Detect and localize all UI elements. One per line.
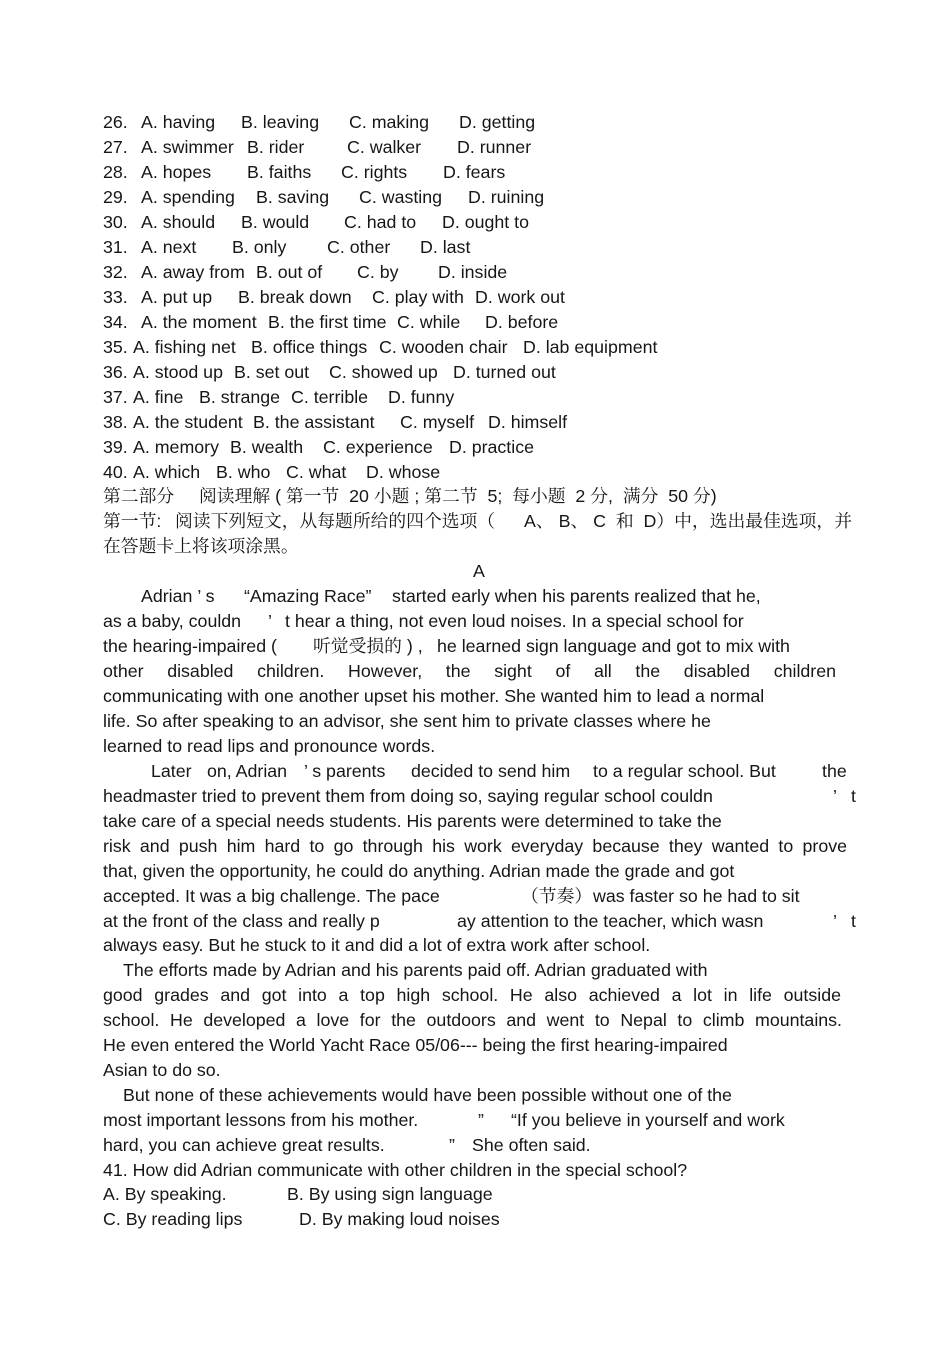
passage-text-segment: “Amazing Race” [244, 586, 372, 606]
passage-text-segment: hard, you can achieve great results. [103, 1135, 385, 1155]
cloze-option: B. set out [234, 362, 310, 382]
passage-line [0, 661, 950, 681]
passage-text-segment: on, Adrian [207, 761, 288, 781]
passage-label-row [0, 561, 950, 581]
passage-line [0, 761, 950, 781]
cloze-option: D. fears [443, 162, 506, 182]
passage-text-segment: most important lessons from his mother. [103, 1110, 419, 1130]
cloze-option: C. walker [347, 137, 422, 157]
passage-line [0, 1085, 950, 1105]
section-instructions-line [0, 536, 950, 556]
passage-line [0, 935, 950, 955]
cloze-option: C. what [286, 462, 347, 482]
cloze-option: C. wooden chair [379, 337, 508, 357]
question-stem: 41. How did Adrian communicate with other children in the special school? [103, 1160, 688, 1180]
cloze-option: A. spending [141, 187, 235, 207]
question-option-row [0, 1184, 950, 1204]
passage-text-segment: accepted. It was a big challenge. The pace [103, 886, 440, 906]
passage-text-segment: started early when his parents realized that he, [392, 586, 761, 606]
passage-text-segment: ” [449, 1135, 455, 1155]
passage-text-segment: ay attention to the teacher, which wasn [457, 911, 764, 931]
passage-line [0, 1135, 950, 1155]
passage-line [0, 636, 950, 656]
cloze-option: A. hopes [141, 162, 212, 182]
passage-text-segment: Later [151, 761, 192, 781]
cloze-question-row [0, 212, 950, 232]
cloze-option: B. office things [251, 337, 368, 357]
passage-text-segment: “If you believe in yourself and work [511, 1110, 785, 1130]
cloze-option: D. turned out [453, 362, 556, 382]
cloze-option: A. swimmer [141, 137, 234, 157]
cloze-question-number: 35. [103, 337, 128, 357]
question-option: D. By making loud noises [299, 1209, 500, 1229]
cloze-question-row [0, 162, 950, 182]
cloze-option: A. having [141, 112, 216, 132]
cloze-option: D. ruining [468, 187, 545, 207]
cloze-option: D. funny [388, 387, 455, 407]
cloze-option: A. the student [133, 412, 243, 432]
cloze-option: C. had to [344, 212, 417, 232]
cloze-question-row [0, 112, 950, 132]
passage-line [0, 985, 950, 1005]
section-instructions-segment: 第一节: [103, 511, 162, 531]
cloze-option: C. making [349, 112, 430, 132]
cloze-question-number: 39. [103, 437, 128, 457]
cloze-option: D. getting [459, 112, 536, 132]
question-option: C. By reading lips [103, 1209, 243, 1229]
passage-text-segment: He even entered the World Yacht Race 05/06--- being the first hearing-impaired [103, 1035, 728, 1055]
cloze-option: A. which [133, 462, 201, 482]
passage-text-segment: always easy. But he stuck to it and did a lot of extra work after school. [103, 935, 651, 955]
passage-text-segment: Adrian ’ s [141, 586, 215, 606]
section-heading [0, 486, 950, 506]
cloze-question-row [0, 287, 950, 307]
passage-line [0, 686, 950, 706]
passage-text-segment: ” [478, 1110, 484, 1130]
cloze-option: A. away from [141, 262, 245, 282]
passage-text-segment: to a regular school. But [593, 761, 776, 781]
passage-line [0, 1010, 950, 1030]
cloze-question-row [0, 412, 950, 432]
passage-text-segment: at the front of the class and really p [103, 911, 380, 931]
passage-text-segment: as a baby, couldn [103, 611, 242, 631]
cloze-option: A. fine [133, 387, 184, 407]
cloze-question-row [0, 237, 950, 257]
cloze-option: C. play with [372, 287, 464, 307]
section-heading-segment: 阅读理解 ( 第一节 20 小题 ; 第二节 5; 每小题 2 分, 满分 50 分) [199, 486, 717, 506]
passage-text-segment: t [851, 911, 856, 931]
cloze-option: D. lab equipment [523, 337, 658, 357]
cloze-option: B. saving [256, 187, 330, 207]
passage-line [0, 711, 950, 731]
cloze-option: A. next [141, 237, 197, 257]
cloze-option: B. leaving [241, 112, 320, 132]
passage-line [0, 1110, 950, 1130]
cloze-question-row [0, 137, 950, 157]
cloze-option: C. wasting [359, 187, 443, 207]
question-option: A. By speaking. [103, 1184, 227, 1204]
passage-text-segment: ’ s parents [304, 761, 386, 781]
cloze-option: D. inside [438, 262, 508, 282]
cloze-option: B. the first time [268, 312, 387, 332]
cloze-question-number: 29. [103, 187, 128, 207]
cloze-option: D. work out [475, 287, 565, 307]
passage-line [0, 960, 950, 980]
cloze-question-row [0, 262, 950, 282]
cloze-option: D. whose [366, 462, 441, 482]
passage-text-segment: 听觉受损的 ) , [313, 636, 423, 656]
cloze-option: B. only [232, 237, 287, 257]
cloze-option: C. other [327, 237, 391, 257]
cloze-option: C. terrible [291, 387, 369, 407]
passage-text-segment: life. So after speaking to an advisor, she sent him to private classes where he [103, 711, 711, 731]
passage-text-segment: t [851, 786, 856, 806]
passage-text-segment: communicating with one another upset his mother. She wanted him to lead a normal [103, 686, 765, 706]
cloze-option: B. who [216, 462, 271, 482]
cloze-question-row [0, 362, 950, 382]
cloze-option: C. experience [323, 437, 433, 457]
cloze-question-number: 33. [103, 287, 128, 307]
cloze-option: B. strange [199, 387, 281, 407]
question-option-row [0, 1209, 950, 1229]
cloze-option: C. while [397, 312, 461, 332]
passage-text-segment: decided to send him [411, 761, 571, 781]
section-instructions-segment: 阅读下列短文，从每题所给的四个选项（ [175, 511, 496, 531]
passage-label: A [473, 561, 485, 581]
question-stem-row [0, 1160, 950, 1180]
passage-text-segment: school. He developed a love for the outdoors and went to Nepal to climb mountains. [103, 1010, 842, 1030]
cloze-question-row [0, 437, 950, 457]
cloze-question-number: 30. [103, 212, 128, 232]
passage-text-segment: The efforts made by Adrian and his parents paid off. Adrian graduated with [123, 960, 708, 980]
passage-line [0, 1035, 950, 1055]
passage-text-segment: ’ [268, 611, 272, 631]
cloze-option: C. by [357, 262, 399, 282]
cloze-option: D. ought to [442, 212, 529, 232]
cloze-option: D. himself [488, 412, 568, 432]
passage-text-segment: She often said. [472, 1135, 591, 1155]
cloze-question-number: 40. [103, 462, 128, 482]
cloze-option: C. rights [341, 162, 408, 182]
passage-text-segment: headmaster tried to prevent them from doing so, saying regular school couldn [103, 786, 713, 806]
passage-line [0, 1060, 950, 1080]
passage-text-segment: was faster so he had to sit [593, 886, 800, 906]
cloze-question-number: 31. [103, 237, 128, 257]
section-instructions-segment: A、 B、 C 和 D）中，选出最佳选项，并 [524, 511, 852, 531]
passage-text-segment: the [822, 761, 847, 781]
passage-line [0, 911, 950, 931]
passage-text-segment: risk and push him hard to go through his work everyday because they wanted to prove [103, 836, 847, 856]
passage-text-segment: But none of these achievements would have been possible without one of the [123, 1085, 732, 1105]
cloze-option: B. rider [247, 137, 305, 157]
passage-text-segment: good grades and got into a top high school. He also achieved a lot in life outside [103, 985, 841, 1005]
cloze-option: A. should [141, 212, 216, 232]
cloze-option: A. fishing net [133, 337, 236, 357]
cloze-option: A. put up [141, 287, 213, 307]
cloze-option: B. out of [256, 262, 323, 282]
passage-line [0, 836, 950, 856]
cloze-option: C. myself [400, 412, 475, 432]
cloze-question-number: 37. [103, 387, 128, 407]
cloze-question-row [0, 187, 950, 207]
passage-text-segment: he learned sign language and got to mix with [437, 636, 790, 656]
passage-text-segment: that, given the opportunity, he could do anything. Adrian made the grade and got [103, 861, 735, 881]
section-instructions-segment: 在答题卡上将该项涂黑。 [103, 536, 299, 556]
cloze-question-number: 27. [103, 137, 128, 157]
cloze-question-row [0, 462, 950, 482]
section-heading-segment: 第二部分 [103, 486, 175, 506]
cloze-option: C. showed up [329, 362, 438, 382]
passage-line [0, 611, 950, 631]
cloze-option: B. wealth [230, 437, 304, 457]
cloze-option: D. before [485, 312, 559, 332]
passage-line [0, 811, 950, 831]
passage-text-segment: Asian to do so. [103, 1060, 221, 1080]
cloze-option: B. faiths [247, 162, 312, 182]
passage-text-segment: t hear a thing, not even loud noises. In a special school for [285, 611, 744, 631]
cloze-option: A. stood up [133, 362, 223, 382]
passage-text-segment: ’ [833, 786, 837, 806]
passage-text-segment: other disabled children. However, the sight of all the disabled children [103, 661, 836, 681]
section-instructions-line [0, 511, 950, 531]
passage-line [0, 786, 950, 806]
passage-text-segment: the hearing-impaired ( [103, 636, 277, 656]
cloze-question-number: 28. [103, 162, 128, 182]
cloze-question-row [0, 312, 950, 332]
passage-text-segment: （节奏） [521, 886, 593, 906]
cloze-question-row [0, 387, 950, 407]
cloze-option: B. would [241, 212, 310, 232]
passage-line [0, 861, 950, 881]
question-option: B. By using sign language [287, 1184, 493, 1204]
passage-line [0, 886, 950, 906]
cloze-question-number: 36. [103, 362, 128, 382]
cloze-option: A. the moment [141, 312, 257, 332]
passage-text-segment: take care of a special needs students. His parents were determined to take the [103, 811, 722, 831]
cloze-question-number: 38. [103, 412, 128, 432]
cloze-question-number: 34. [103, 312, 128, 332]
cloze-option: D. last [420, 237, 471, 257]
cloze-question-row [0, 337, 950, 357]
passage-text-segment: learned to read lips and pronounce words. [103, 736, 436, 756]
cloze-question-number: 26. [103, 112, 128, 132]
cloze-option: D. practice [449, 437, 534, 457]
cloze-question-number: 32. [103, 262, 128, 282]
cloze-option: B. break down [238, 287, 352, 307]
cloze-option: D. runner [457, 137, 532, 157]
passage-line [0, 736, 950, 756]
passage-text-segment: ’ [833, 911, 837, 931]
passage-line [0, 586, 950, 606]
cloze-option: A. memory [133, 437, 219, 457]
cloze-option: B. the assistant [253, 412, 375, 432]
